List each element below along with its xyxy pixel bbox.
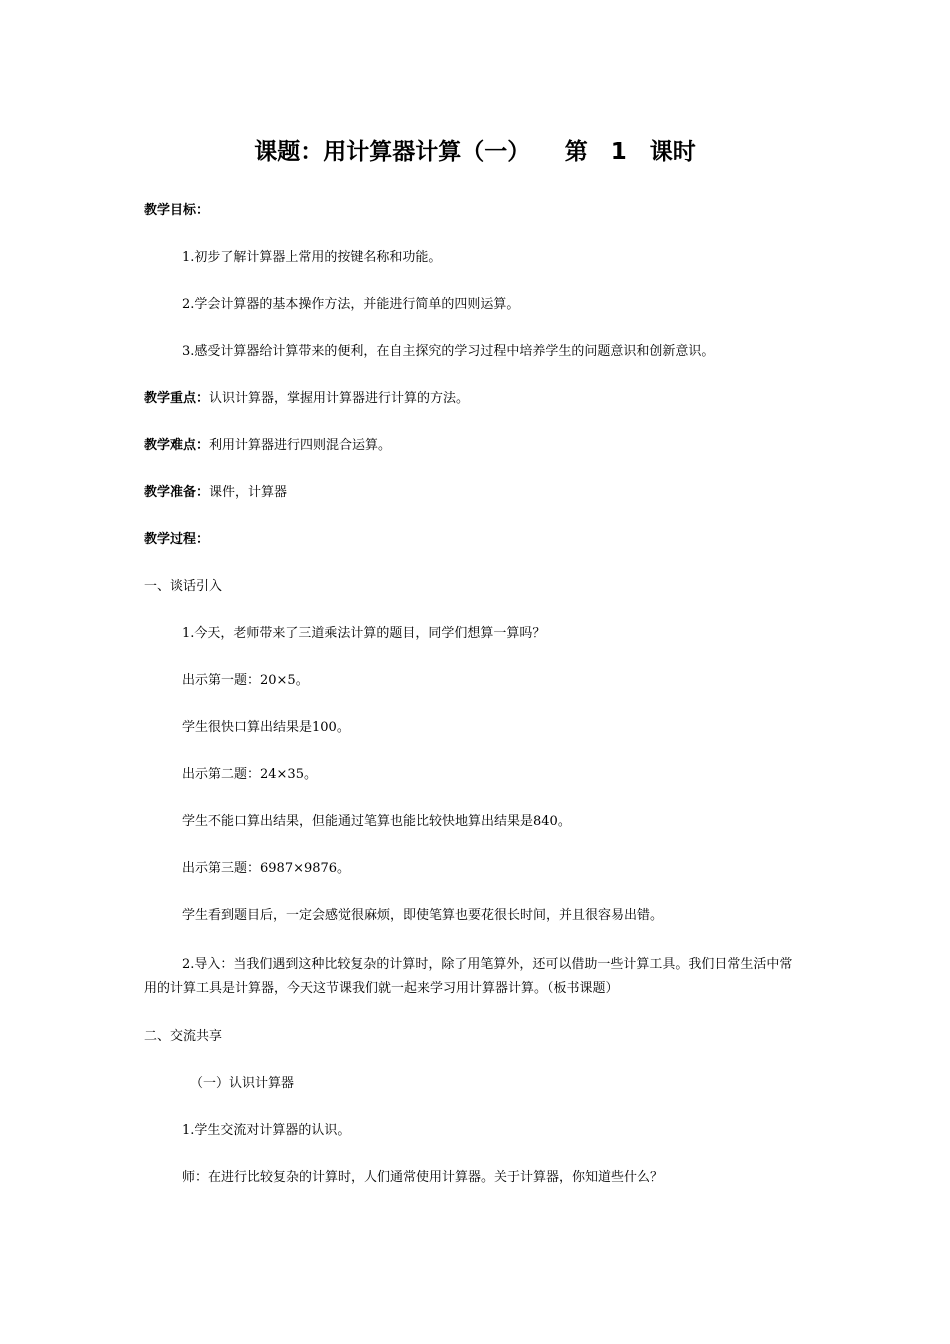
objective-item-2: 2.学会计算器的基本操作方法，并能进行简单的四则运算。 — [182, 297, 520, 312]
section2-heading: 二、交流共享 — [144, 1029, 223, 1044]
section1-line-5: 学生不能口算出结果，但能通过笔算也能比较快地算出结果是840。 — [182, 814, 571, 829]
objective-item-3: 3.感受计算器给计算带来的便利，在自主探究的学习过程中培养学生的问题意识和创新意识。 — [182, 344, 715, 359]
difficulties-text: 利用计算器进行四则混合运算。 — [209, 438, 392, 453]
section2-subheading: （一）认识计算器 — [190, 1076, 295, 1091]
preparation-label: 教学准备： — [144, 485, 210, 500]
key-points-line — [144, 389, 469, 409]
section1-line-4: 出示第二题：24×35。 — [182, 767, 317, 782]
section1-line-6: 出示第三题：6987×9876。 — [182, 861, 351, 876]
preparation-text: 课件，计算器 — [209, 485, 288, 500]
section1-heading: 一、谈话引入 — [144, 579, 223, 594]
process-label: 教学过程： — [144, 532, 210, 547]
section1-line-7: 学生看到题目后，一定会感觉很麻烦，即使笔算也要花很长时间，并且很容易出错。 — [182, 908, 664, 923]
key-points-label: 教学重点： — [144, 391, 210, 406]
difficulties-line — [144, 436, 391, 456]
objectives-label: 教学目标： — [144, 203, 210, 218]
section1-line-2: 出示第一题：20×5。 — [182, 673, 309, 688]
section1-line-3: 学生很快口算出结果是100。 — [182, 720, 350, 735]
key-points-text: 认识计算器，掌握用计算器进行计算的方法。 — [209, 391, 470, 406]
preparation-line — [144, 483, 287, 503]
objective-item-1: 1.初步了解计算器上常用的按键名称和功能。 — [182, 250, 442, 265]
section1-line-1: 1.今天，老师带来了三道乘法计算的题目，同学们想算一算吗？ — [182, 626, 546, 641]
page-title: 课题：用计算器计算（一） 第 1 课时 — [254, 139, 696, 165]
section2-line-1: 1.学生交流对计算器的认识。 — [182, 1123, 351, 1138]
section2-line-2: 师：在进行比较复杂的计算时，人们通常使用计算器。关于计算器，你知道些什么？ — [182, 1170, 664, 1185]
difficulties-label: 教学难点： — [144, 438, 210, 453]
section1-intro-paragraph: 2.导入：当我们遇到这种比较复杂的计算时，除了用笔算外，还可以借助一些计算工具。我们日常生活中常用的计算工具是计算器，今天这节课我们就一起来学习用计算器计算。（板书课题） — [144, 957, 793, 996]
